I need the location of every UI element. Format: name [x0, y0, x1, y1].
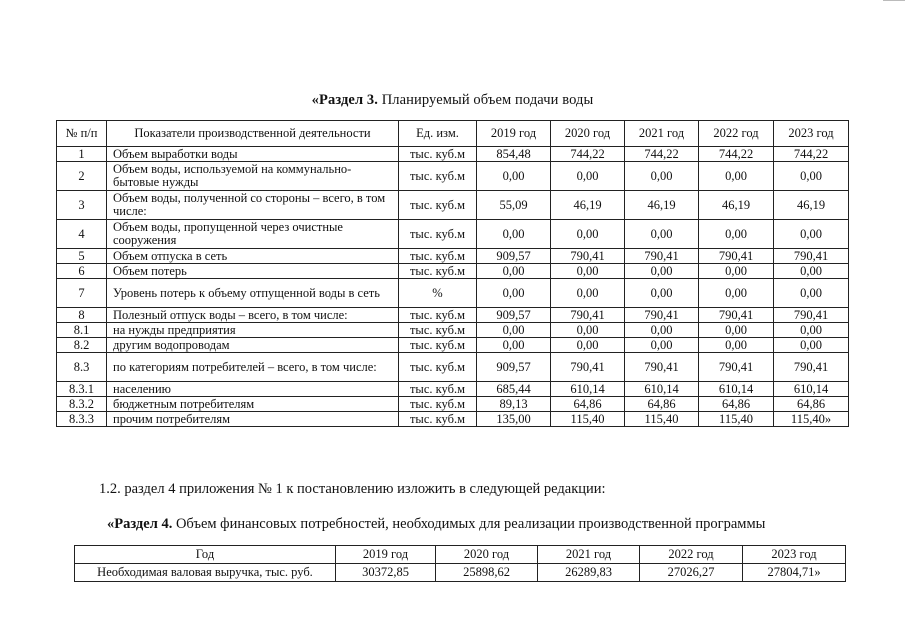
- table-row: [57, 353, 849, 382]
- indicator-name: Объем воды, используемой на коммунально-бытовые нужды: [107, 162, 399, 191]
- row-number: 8.3: [57, 353, 107, 382]
- value-cell: 744,22: [774, 147, 849, 162]
- column-header: 2022 год: [699, 121, 774, 147]
- value-cell: 790,41: [625, 308, 699, 323]
- value-cell: 0,00: [551, 220, 625, 249]
- value-cell: 685,44: [477, 382, 551, 397]
- value-cell: 0,00: [774, 338, 849, 353]
- table-header-row: [75, 546, 846, 564]
- unit-cell: тыс. куб.м: [399, 308, 477, 323]
- value-cell: 0,00: [625, 264, 699, 279]
- indicator-name: Уровень потерь к объему отпущенной воды в сеть: [107, 279, 399, 308]
- row-number: 4: [57, 220, 107, 249]
- value-cell: 744,22: [551, 147, 625, 162]
- row-number: 8.3.1: [57, 382, 107, 397]
- row-number: 7: [57, 279, 107, 308]
- value-cell: 0,00: [774, 162, 849, 191]
- value-cell: 55,09: [477, 191, 551, 220]
- value-cell: 115,40: [551, 412, 625, 427]
- value-cell: 0,00: [625, 220, 699, 249]
- unit-cell: тыс. куб.м: [399, 249, 477, 264]
- column-header: Год: [75, 546, 336, 564]
- value-cell: 0,00: [625, 338, 699, 353]
- unit-cell: тыс. куб.м: [399, 162, 477, 191]
- column-header: № п/п: [57, 121, 107, 147]
- value-cell: 46,19: [625, 191, 699, 220]
- value-cell: 115,40»: [774, 412, 849, 427]
- unit-cell: тыс. куб.м: [399, 397, 477, 412]
- column-header: 2019 год: [336, 546, 436, 564]
- value-cell: 790,41: [551, 249, 625, 264]
- value-cell: 30372,85: [336, 564, 436, 582]
- value-cell: 0,00: [774, 220, 849, 249]
- value-cell: 0,00: [551, 279, 625, 308]
- section4-heading: [107, 516, 765, 533]
- table-row: [57, 338, 849, 353]
- table-row: [57, 412, 849, 427]
- value-cell: 610,14: [699, 382, 774, 397]
- value-cell: 0,00: [477, 220, 551, 249]
- value-cell: 0,00: [477, 162, 551, 191]
- indicator-name: бюджетным потребителям: [107, 397, 399, 412]
- column-header: 2019 год: [477, 121, 551, 147]
- table-row: [57, 249, 849, 264]
- row-number: 5: [57, 249, 107, 264]
- column-header: Ед. изм.: [399, 121, 477, 147]
- value-cell: 790,41: [699, 249, 774, 264]
- value-cell: 0,00: [699, 279, 774, 308]
- indicator-name: Объем выработки воды: [107, 147, 399, 162]
- indicator-name: по категориям потребителей – всего, в том числе:: [107, 353, 399, 382]
- section4-title: Объем финансовых потребностей, необходимых для реализации производственной программы: [175, 516, 766, 532]
- table-row: [57, 191, 849, 220]
- value-cell: 0,00: [774, 323, 849, 338]
- indicator-name: Объем отпуска в сеть: [107, 249, 399, 264]
- table-row: [57, 279, 849, 308]
- value-cell: 790,41: [774, 353, 849, 382]
- value-cell: 0,00: [699, 338, 774, 353]
- value-cell: 790,41: [774, 249, 849, 264]
- table-row: [57, 323, 849, 338]
- column-header: 2020 год: [436, 546, 538, 564]
- value-cell: 744,22: [625, 147, 699, 162]
- value-cell: 135,00: [477, 412, 551, 427]
- column-header: 2023 год: [743, 546, 846, 564]
- indicator-name: на нужды предприятия: [107, 323, 399, 338]
- table-row: [57, 264, 849, 279]
- unit-cell: тыс. куб.м: [399, 220, 477, 249]
- value-cell: 909,57: [477, 249, 551, 264]
- value-cell: 89,13: [477, 397, 551, 412]
- table-row: [57, 308, 849, 323]
- value-cell: 0,00: [699, 220, 774, 249]
- value-cell: 0,00: [625, 323, 699, 338]
- unit-cell: тыс. куб.м: [399, 412, 477, 427]
- value-cell: 26289,83: [538, 564, 640, 582]
- indicator-name: населению: [107, 382, 399, 397]
- value-cell: 610,14: [551, 382, 625, 397]
- table-row: [57, 162, 849, 191]
- value-cell: 0,00: [551, 264, 625, 279]
- unit-cell: тыс. куб.м: [399, 191, 477, 220]
- value-cell: 790,41: [625, 249, 699, 264]
- indicator-name: Объем воды, пропущенной через очистные сооружения: [107, 220, 399, 249]
- row-number: 8.3.2: [57, 397, 107, 412]
- unit-cell: тыс. куб.м: [399, 353, 477, 382]
- water-supply-table: [56, 120, 849, 427]
- value-cell: 854,48: [477, 147, 551, 162]
- value-cell: 115,40: [625, 412, 699, 427]
- value-cell: 790,41: [774, 308, 849, 323]
- unit-cell: %: [399, 279, 477, 308]
- value-cell: 0,00: [625, 162, 699, 191]
- value-cell: 0,00: [477, 323, 551, 338]
- value-cell: 0,00: [477, 338, 551, 353]
- value-cell: 0,00: [477, 279, 551, 308]
- column-header: 2021 год: [625, 121, 699, 147]
- value-cell: 46,19: [699, 191, 774, 220]
- indicator-name: Объем потерь: [107, 264, 399, 279]
- value-cell: 0,00: [477, 264, 551, 279]
- row-label: Необходимая валовая выручка, тыс. руб.: [75, 564, 336, 582]
- indicator-name: другим водопроводам: [107, 338, 399, 353]
- row-number: 8: [57, 308, 107, 323]
- value-cell: 0,00: [625, 279, 699, 308]
- value-cell: 46,19: [551, 191, 625, 220]
- section3-heading: [0, 92, 905, 109]
- value-cell: 790,41: [551, 308, 625, 323]
- row-number: 3: [57, 191, 107, 220]
- column-header: 2021 год: [538, 546, 640, 564]
- row-number: 8.1: [57, 323, 107, 338]
- value-cell: 0,00: [551, 162, 625, 191]
- unit-cell: тыс. куб.м: [399, 338, 477, 353]
- value-cell: 115,40: [699, 412, 774, 427]
- row-number: 8.3.3: [57, 412, 107, 427]
- value-cell: 0,00: [774, 279, 849, 308]
- section3-prefix: «Раздел 3.: [311, 92, 378, 108]
- unit-cell: тыс. куб.м: [399, 382, 477, 397]
- value-cell: 0,00: [699, 264, 774, 279]
- value-cell: 64,86: [625, 397, 699, 412]
- table-row: [57, 147, 849, 162]
- financial-needs-table: [74, 545, 846, 582]
- value-cell: 27804,71»: [743, 564, 846, 582]
- value-cell: 0,00: [699, 162, 774, 191]
- value-cell: 0,00: [551, 323, 625, 338]
- column-header: 2020 год: [551, 121, 625, 147]
- value-cell: 0,00: [551, 338, 625, 353]
- value-cell: 790,41: [551, 353, 625, 382]
- value-cell: 909,57: [477, 353, 551, 382]
- value-cell: 64,86: [551, 397, 625, 412]
- column-header: 2022 год: [640, 546, 743, 564]
- value-cell: 610,14: [774, 382, 849, 397]
- value-cell: 909,57: [477, 308, 551, 323]
- value-cell: 27026,27: [640, 564, 743, 582]
- value-cell: 64,86: [699, 397, 774, 412]
- paragraph-1-2: 1.2. раздел 4 приложения № 1 к постановлению изложить в следующей редакции:: [99, 481, 606, 497]
- row-number: 1: [57, 147, 107, 162]
- indicator-name: Полезный отпуск воды – всего, в том числе:: [107, 308, 399, 323]
- unit-cell: тыс. куб.м: [399, 264, 477, 279]
- value-cell: 744,22: [699, 147, 774, 162]
- value-cell: 790,41: [699, 353, 774, 382]
- value-cell: 64,86: [774, 397, 849, 412]
- scan-edge-mark: [883, 0, 905, 9]
- value-cell: 790,41: [625, 353, 699, 382]
- value-cell: 0,00: [774, 264, 849, 279]
- table-row: [57, 220, 849, 249]
- value-cell: 610,14: [625, 382, 699, 397]
- value-cell: 0,00: [699, 323, 774, 338]
- unit-cell: тыс. куб.м: [399, 147, 477, 162]
- table-row: [57, 382, 849, 397]
- table-row: [75, 564, 846, 582]
- indicator-name: Объем воды, полученной со стороны – всего, в том числе:: [107, 191, 399, 220]
- value-cell: 46,19: [774, 191, 849, 220]
- value-cell: 25898,62: [436, 564, 538, 582]
- value-cell: 790,41: [699, 308, 774, 323]
- row-number: 2: [57, 162, 107, 191]
- row-number: 8.2: [57, 338, 107, 353]
- row-number: 6: [57, 264, 107, 279]
- table-row: [57, 397, 849, 412]
- section3-title: Планируемый объем подачи воды: [381, 92, 594, 108]
- unit-cell: тыс. куб.м: [399, 323, 477, 338]
- table-header-row: [57, 121, 849, 147]
- section4-prefix: «Раздел 4.: [107, 516, 173, 532]
- indicator-name: прочим потребителям: [107, 412, 399, 427]
- column-header: 2023 год: [774, 121, 849, 147]
- column-header: Показатели производственной деятельности: [107, 121, 399, 147]
